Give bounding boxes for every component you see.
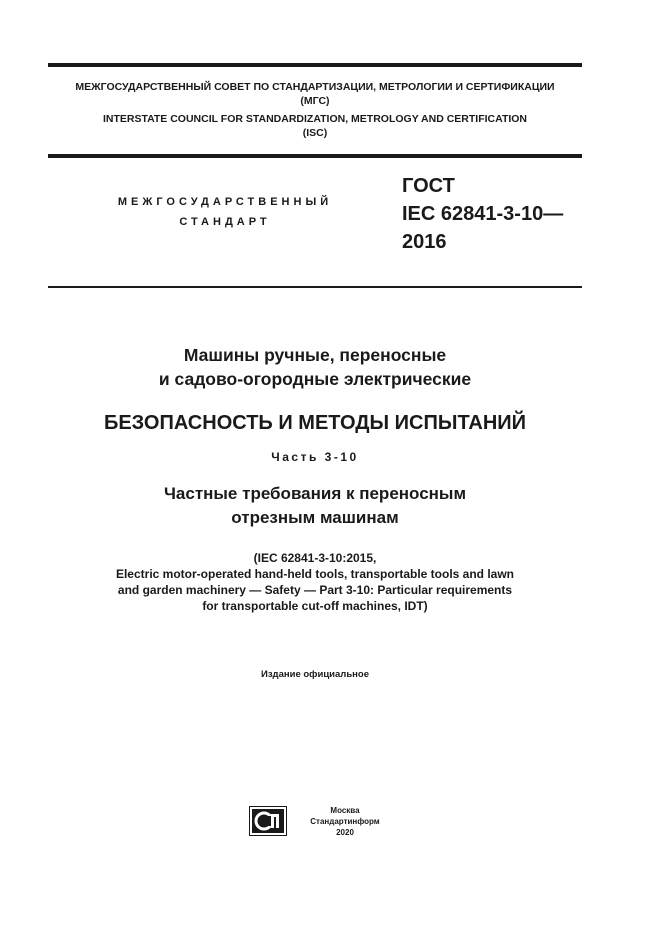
council-en-line2: (ISC) — [302, 127, 328, 139]
council-name-ru — [48, 80, 582, 108]
standard-kind-line2: СТАНДАРТ — [179, 216, 271, 228]
publisher-imprint — [300, 805, 390, 838]
standard-kind — [90, 192, 360, 232]
document-subtitle — [48, 482, 582, 530]
publisher-city: Москва — [330, 806, 360, 815]
iec-line3: and garden machinery — Safety — Part 3-10: Particular requirements — [117, 583, 513, 597]
council-ru-line1: МЕЖГОСУДАРСТВЕННЫЙ СОВЕТ ПО СТАНДАРТИЗАЦИИ, МЕТРОЛОГИИ И СЕРТИФИКАЦИИ — [75, 81, 555, 93]
top-rule — [48, 63, 582, 67]
council-name-en — [48, 112, 582, 140]
publisher-year: 2020 — [336, 828, 354, 837]
designation-line3: 2016 — [402, 231, 447, 253]
title-line1: Машины ручные, переносные — [183, 345, 447, 365]
part-number: Часть 3-10 — [271, 450, 359, 464]
iec-line2: Electric motor-operated hand-held tools, transportable tools and lawn — [115, 567, 515, 581]
standard-kind-line1: МЕЖГОСУДАРСТВЕННЫЙ — [117, 196, 333, 208]
subtitle-line1: Частные требования к переносным — [163, 484, 467, 503]
title-caps: БЕЗОПАСНОСТЬ И МЕТОДЫ ИСПЫТАНИЙ — [103, 412, 527, 434]
designation-line2: IEC 62841-3-10— — [402, 203, 564, 225]
middle-rule — [48, 154, 582, 158]
iec-reference — [48, 550, 582, 614]
edition-note: Издание официальное — [261, 669, 369, 680]
title-line2: и садово-огородные электрические — [158, 369, 472, 389]
standard-designation — [402, 172, 563, 256]
bottom-rule — [48, 286, 582, 288]
standartinform-logo-icon — [249, 806, 287, 836]
publisher-name: Стандартинформ — [310, 817, 380, 826]
document-title — [48, 343, 582, 391]
council-en-line1: INTERSTATE COUNCIL FOR STANDARDIZATION, METROLOGY AND CERTIFICATION — [102, 113, 528, 125]
iec-line1: (IEC 62841-3-10:2015, — [253, 551, 377, 565]
designation-line1: ГОСТ — [402, 175, 455, 197]
council-ru-line2: (МГС) — [300, 95, 330, 107]
subtitle-line2: отрезным машинам — [231, 508, 399, 527]
iec-line4: for transportable cut-off machines, IDT) — [202, 599, 428, 613]
